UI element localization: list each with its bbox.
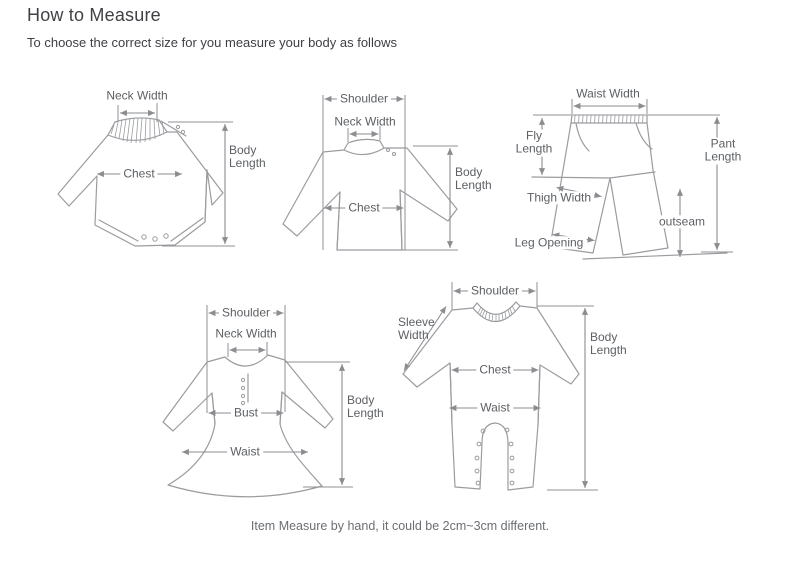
shorts-outseam-label: outseam: [656, 215, 708, 228]
page-title: How to Measure: [27, 5, 161, 25]
shorts-thigh-width-label: Thigh Width: [524, 191, 594, 204]
shirt-chest-label: Chest: [345, 201, 382, 214]
shorts-waist-width-label: Waist Width: [576, 86, 640, 101]
romper-waist-label: Waist: [477, 401, 513, 414]
bodysuit-chest-label: Chest: [120, 167, 157, 180]
shorts-leg-opening-label: Leg Opening: [512, 236, 587, 249]
dress-neck-width-label: Neck Width: [215, 326, 277, 341]
shirt-body-length-label: Body Length: [455, 165, 492, 193]
dress-shoulder-label: Shoulder: [219, 306, 273, 319]
dress-diagram: [140, 300, 385, 505]
shirt-neck-width-label: Neck Width: [334, 114, 396, 129]
dress-body-length-label: Body Length: [347, 393, 384, 421]
shorts-pant-length-label: Pant Length: [696, 138, 750, 165]
bodysuit-neck-width-label: Neck Width: [106, 88, 168, 103]
dress-bust-label: Bust: [231, 406, 261, 419]
shirt-shoulder-label: Shoulder: [337, 92, 391, 105]
footer-note: Item Measure by hand, it could be 2cm~3cm different.: [250, 519, 550, 533]
shirt-diagram: [280, 88, 500, 260]
shorts-fly-length-label: Fly Length: [507, 130, 561, 157]
romper-shoulder-label: Shoulder: [468, 284, 522, 297]
romper-chest-label: Chest: [476, 363, 513, 376]
romper-sleeve-width-label: Sleeve Width: [398, 315, 435, 343]
page-subtitle: To choose the correct size for you measure your body as follows: [27, 35, 397, 50]
shorts-diagram: [505, 85, 755, 270]
bodysuit-body-length-label: Body Length: [229, 143, 266, 171]
bodysuit-diagram: [40, 85, 275, 260]
romper-body-length-label: Body Length: [590, 330, 627, 358]
romper-diagram: [395, 280, 625, 508]
dress-waist-label: Waist: [227, 445, 263, 458]
